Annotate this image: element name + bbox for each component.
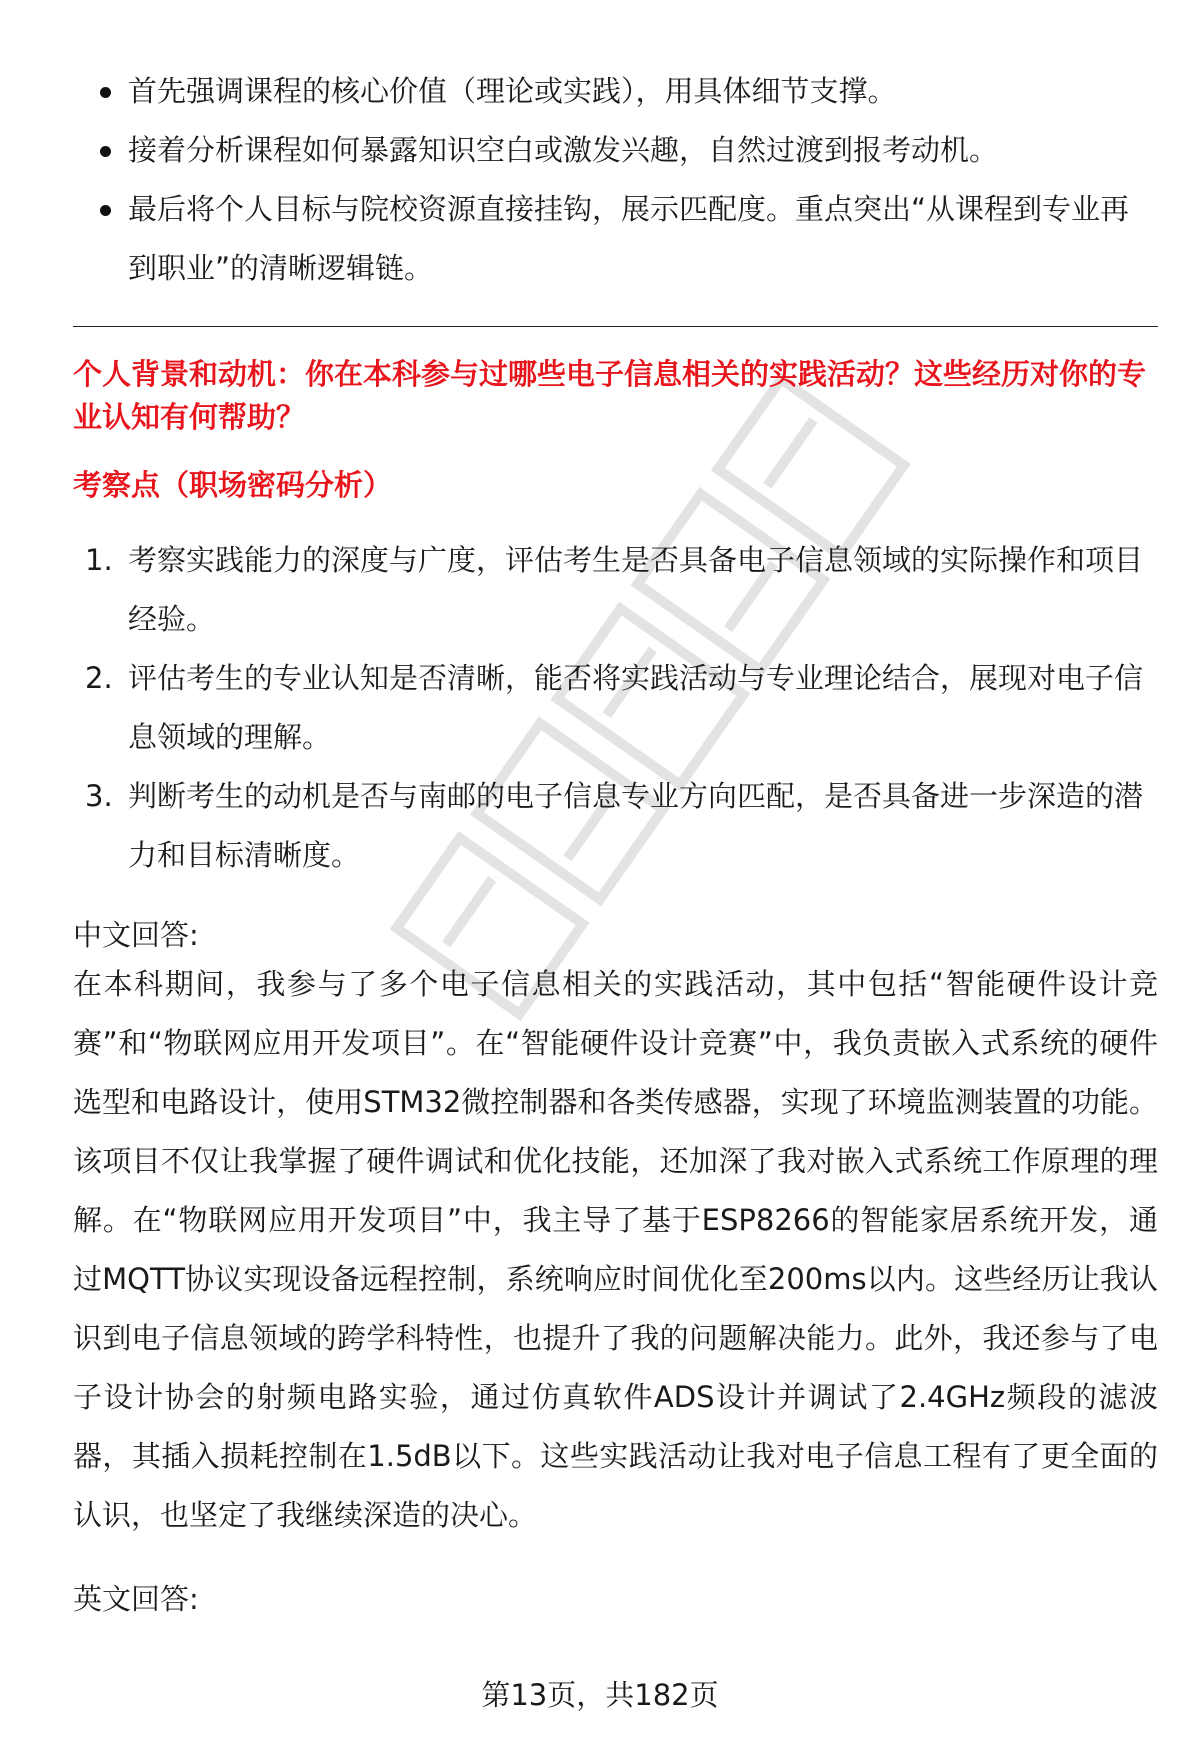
cn-answer-text: 在本科期间，我参与了多个电子信息相关的实践活动，其中包括“智能硬件设计竞赛”和“物联网应用开发项目”。在“智能硬件设计竞赛”中，我负责嵌入式系统的硬件选型和电路设计，使用STM32微控制器和各类传感器，实现了环境监测装置的功能。该项目不仅让我掌握了硬件调试和优化技能，还加深了我对嵌入式系统工作原理的理解。在“物联网应用开发项目”中，我主导了基于ESP8266的智能家居系统开发，通过MQTT协议实现设备远程控制，系统响应时间优化至200ms以内。这些经历让我认识到电子信息领域的跨学科特性，也提升了我的问题解决能力。此外，我还参与了电子设计协会的射频电路实验，通过仿真软件ADS设计并调试了2.4GHz频段的滤波器，其插入损耗控制在1.5dB以下。这些实践活动让我对电子信息工程有了更全面的认识，也坚定了我继续深造的决心。 <box>73 967 1158 1532</box>
divider <box>73 326 1158 327</box>
item-text: 评估考生的专业认知是否清晰，能否将实践活动与专业理论结合，展现对电子信息领域的理解。 <box>128 661 1144 754</box>
content <box>73 62 1158 1619</box>
bullet-list <box>73 62 1158 298</box>
bullet-text: 首先强调课程的核心价值（理论或实践），用具体细节支撑。 <box>128 74 897 108</box>
item-number: 2. <box>85 661 113 695</box>
bullet-icon <box>100 205 111 216</box>
list-item <box>73 649 1158 767</box>
page-number: 第13页，共182页 <box>481 1678 719 1712</box>
en-answer-label: 英文回答: <box>73 1582 199 1616</box>
question-heading: 个人背景和动机：你在本科参与过哪些电子信息相关的实践活动？这些经历对你的专业认知有何帮助？ <box>73 357 1147 434</box>
bullet-icon <box>100 87 111 98</box>
assessment-heading: 考察点（职场密码分析） <box>73 468 393 502</box>
bullet-text: 最后将个人目标与院校资源直接挂钩，展示匹配度。重点突出“从课程到专业再到职业”的清晰逻辑链。 <box>128 192 1130 285</box>
list-item <box>73 767 1158 885</box>
list-item <box>73 62 1158 121</box>
item-number: 1. <box>85 543 113 577</box>
item-text: 考察实践能力的深度与广度，评估考生是否具备电子信息领域的实际操作和项目经验。 <box>128 543 1144 636</box>
list-item <box>73 531 1158 649</box>
bullet-icon <box>100 146 111 157</box>
item-number: 3. <box>85 779 113 813</box>
assessment-list <box>73 531 1158 885</box>
list-item <box>73 180 1158 298</box>
item-text: 判断考生的动机是否与南邮的电子信息专业方向匹配，是否具备进一步深造的潜力和目标清晰度。 <box>128 779 1144 872</box>
list-item <box>73 121 1158 180</box>
cn-answer-label: 中文回答: <box>73 918 199 952</box>
bullet-text: 接着分析课程如何暴露知识空白或激发兴趣，自然过渡到报考动机。 <box>128 133 999 167</box>
